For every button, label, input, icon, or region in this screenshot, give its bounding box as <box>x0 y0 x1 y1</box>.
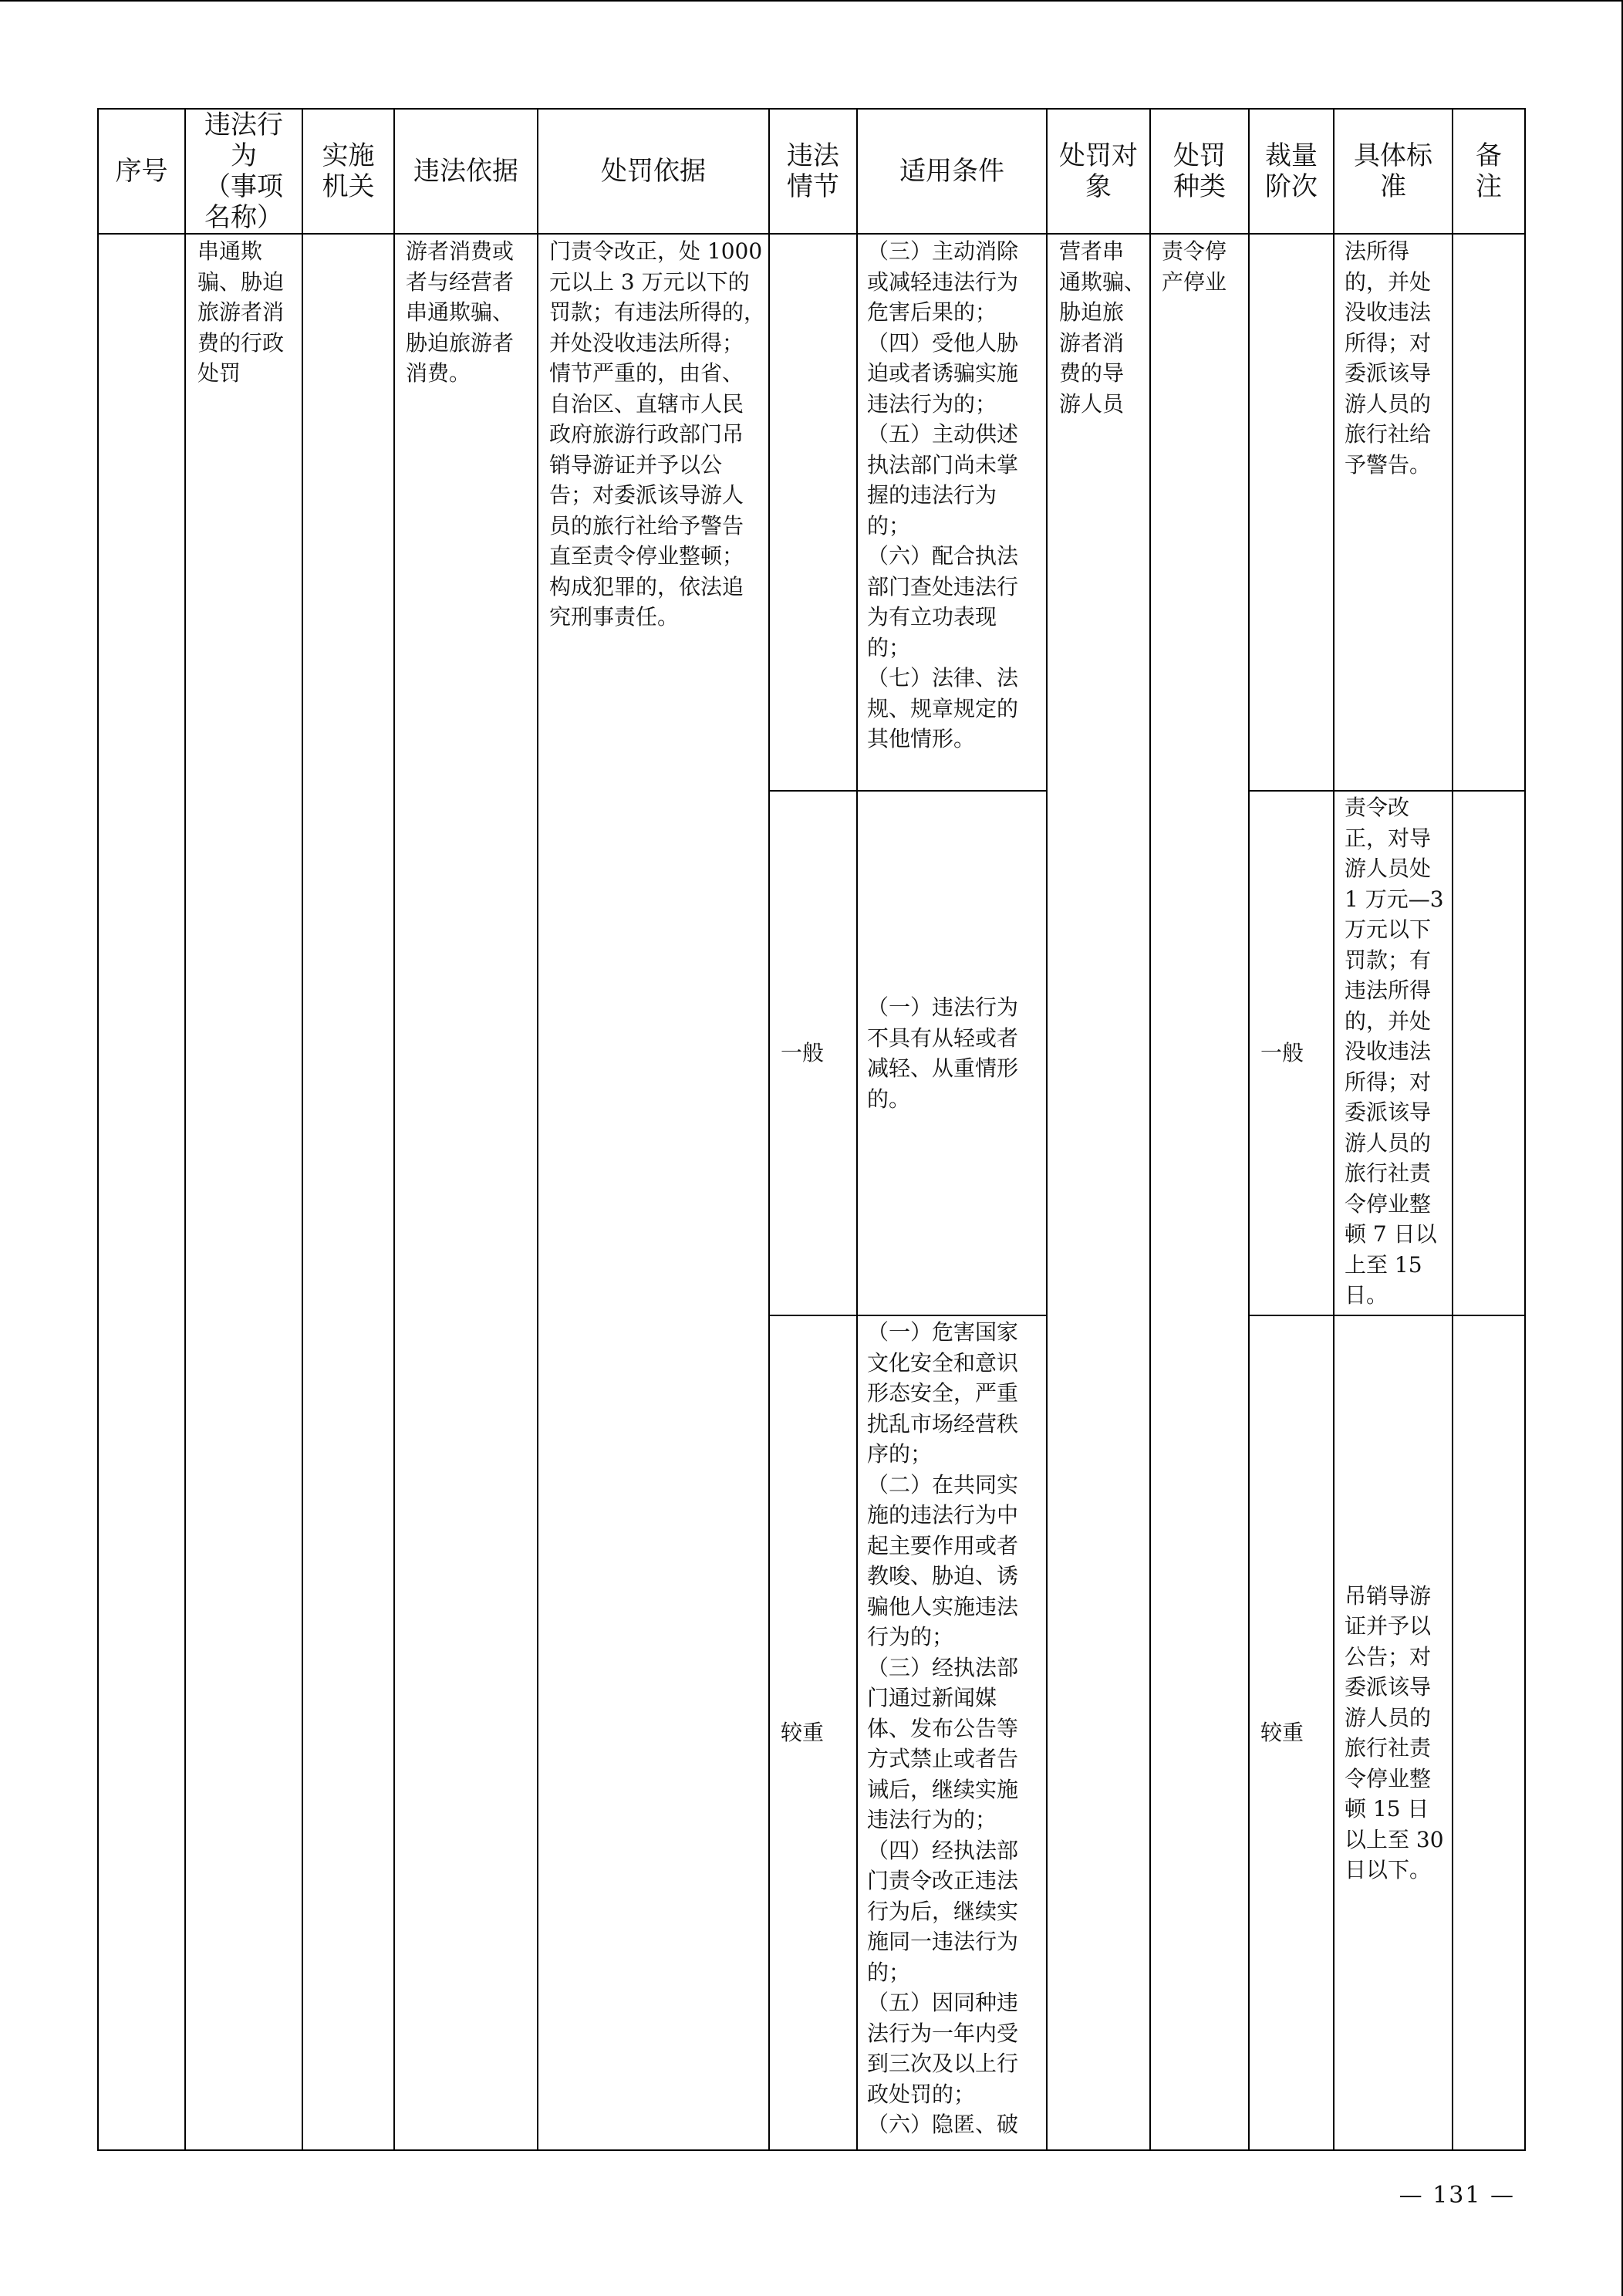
page-number: — 131 — <box>1399 2182 1515 2209</box>
header-index: 序号 <box>115 156 168 187</box>
cell-conditions-1: （三）主动消除 或减轻违法行为 危害后果的； （四）受他人胁 迫或者诱骗实施 违法行为的； （五）主动供述 执法部门尚未掌 握的违法行为 的； （六）配合执法 部门查处违法行 为有立功表现 的； （七）法律、法 规、规章规定的 其他情形。 <box>867 238 1019 751</box>
cell-circumstance-2: 一般 <box>781 1040 825 1066</box>
cell-standard-3: 吊销导游 证并予以 公告；对 委派该导 游人员的 旅行社责 令停业整 顿 15 日 以上至 30 日以下。 <box>1345 1582 1444 1882</box>
header-discretion-level: 裁量 阶次 <box>1265 140 1318 202</box>
cell-violation-basis: 游者消费或 者与经营者 串通欺骗、 胁迫旅游者 消费。 <box>406 238 515 386</box>
header-penalty-basis: 处罚依据 <box>601 156 706 187</box>
header-target: 处罚对 象 <box>1059 140 1138 202</box>
cell-violation-name: 串通欺 骗、胁迫 旅游者消 费的行政 处罚 <box>197 238 285 386</box>
header-standard: 具体标 准 <box>1354 140 1432 202</box>
cell-circumstance-3: 较重 <box>781 1720 825 1746</box>
header-remark: 备 注 <box>1476 140 1502 202</box>
header-circumstance: 违法 情节 <box>787 140 839 202</box>
cell-conditions-2: （一）违法行为 不具有从轻或者 减轻、从重情形 的。 <box>867 994 1019 1112</box>
cell-penalty-basis: 门责令改正，处 1000 元以上 3 万元以下的 罚款；有违法所得的， 并处没收违法所得； 情节严重的，由省、 自治区、直辖市人民 政府旅游行政部门吊 销导游证并予以公 告；对委派该导游人 员的旅行社给予警告 直至责令停业整顿； 构成犯罪的，依法追 究刑事责任。 <box>549 238 766 630</box>
header-violation-name: 违法行 为 （事项 名称） <box>204 110 283 233</box>
cell-level-3: 较重 <box>1260 1720 1304 1746</box>
cell-conditions-3: （一）危害国家 文化安全和意识 形态安全，严重 扰乱市场经营秩 序的； （二）在共同实 施的违法行为中 起主要作用或者 教唆、胁迫、诱 骗他人实施违法 行为的； （三）经执法部 门通过新闻媒 体、发布公告等 方式禁止或者告 诫后，继续实施 违法行为的； （四）经执法部 门责令改正违法 行为后，继续实 施同一违法行为 的； （五）因同种违 法行为一年内受 到三次及以上行 政处罚的； （六）隐匿、破 <box>867 1319 1019 2137</box>
cell-target: 营者串 通欺骗、 胁迫旅 游者消 费的导 游人员 <box>1059 238 1146 417</box>
cell-penalty-type: 责令停 产停业 <box>1162 238 1227 295</box>
cell-standard-1: 法所得 的，并处 没收违法 所得；对 委派该导 游人员的 旅行社给 予警告。 <box>1345 238 1432 478</box>
header-conditions: 适用条件 <box>899 156 1004 187</box>
cell-level-2: 一般 <box>1260 1040 1304 1066</box>
header-penalty-type: 处罚 种类 <box>1173 140 1226 202</box>
header-violation-basis: 违法依据 <box>413 156 518 187</box>
cell-standard-2: 责令改 正，对导 游人员处 1 万元—3 万元以下 罚款；有 违法所得 的，并处 没收违法 所得；对 委派该导 游人员的 旅行社责 令停业整 顿 7 日以 上至 15 日。 <box>1345 795 1444 1308</box>
header-authority: 实施 机关 <box>322 140 375 202</box>
